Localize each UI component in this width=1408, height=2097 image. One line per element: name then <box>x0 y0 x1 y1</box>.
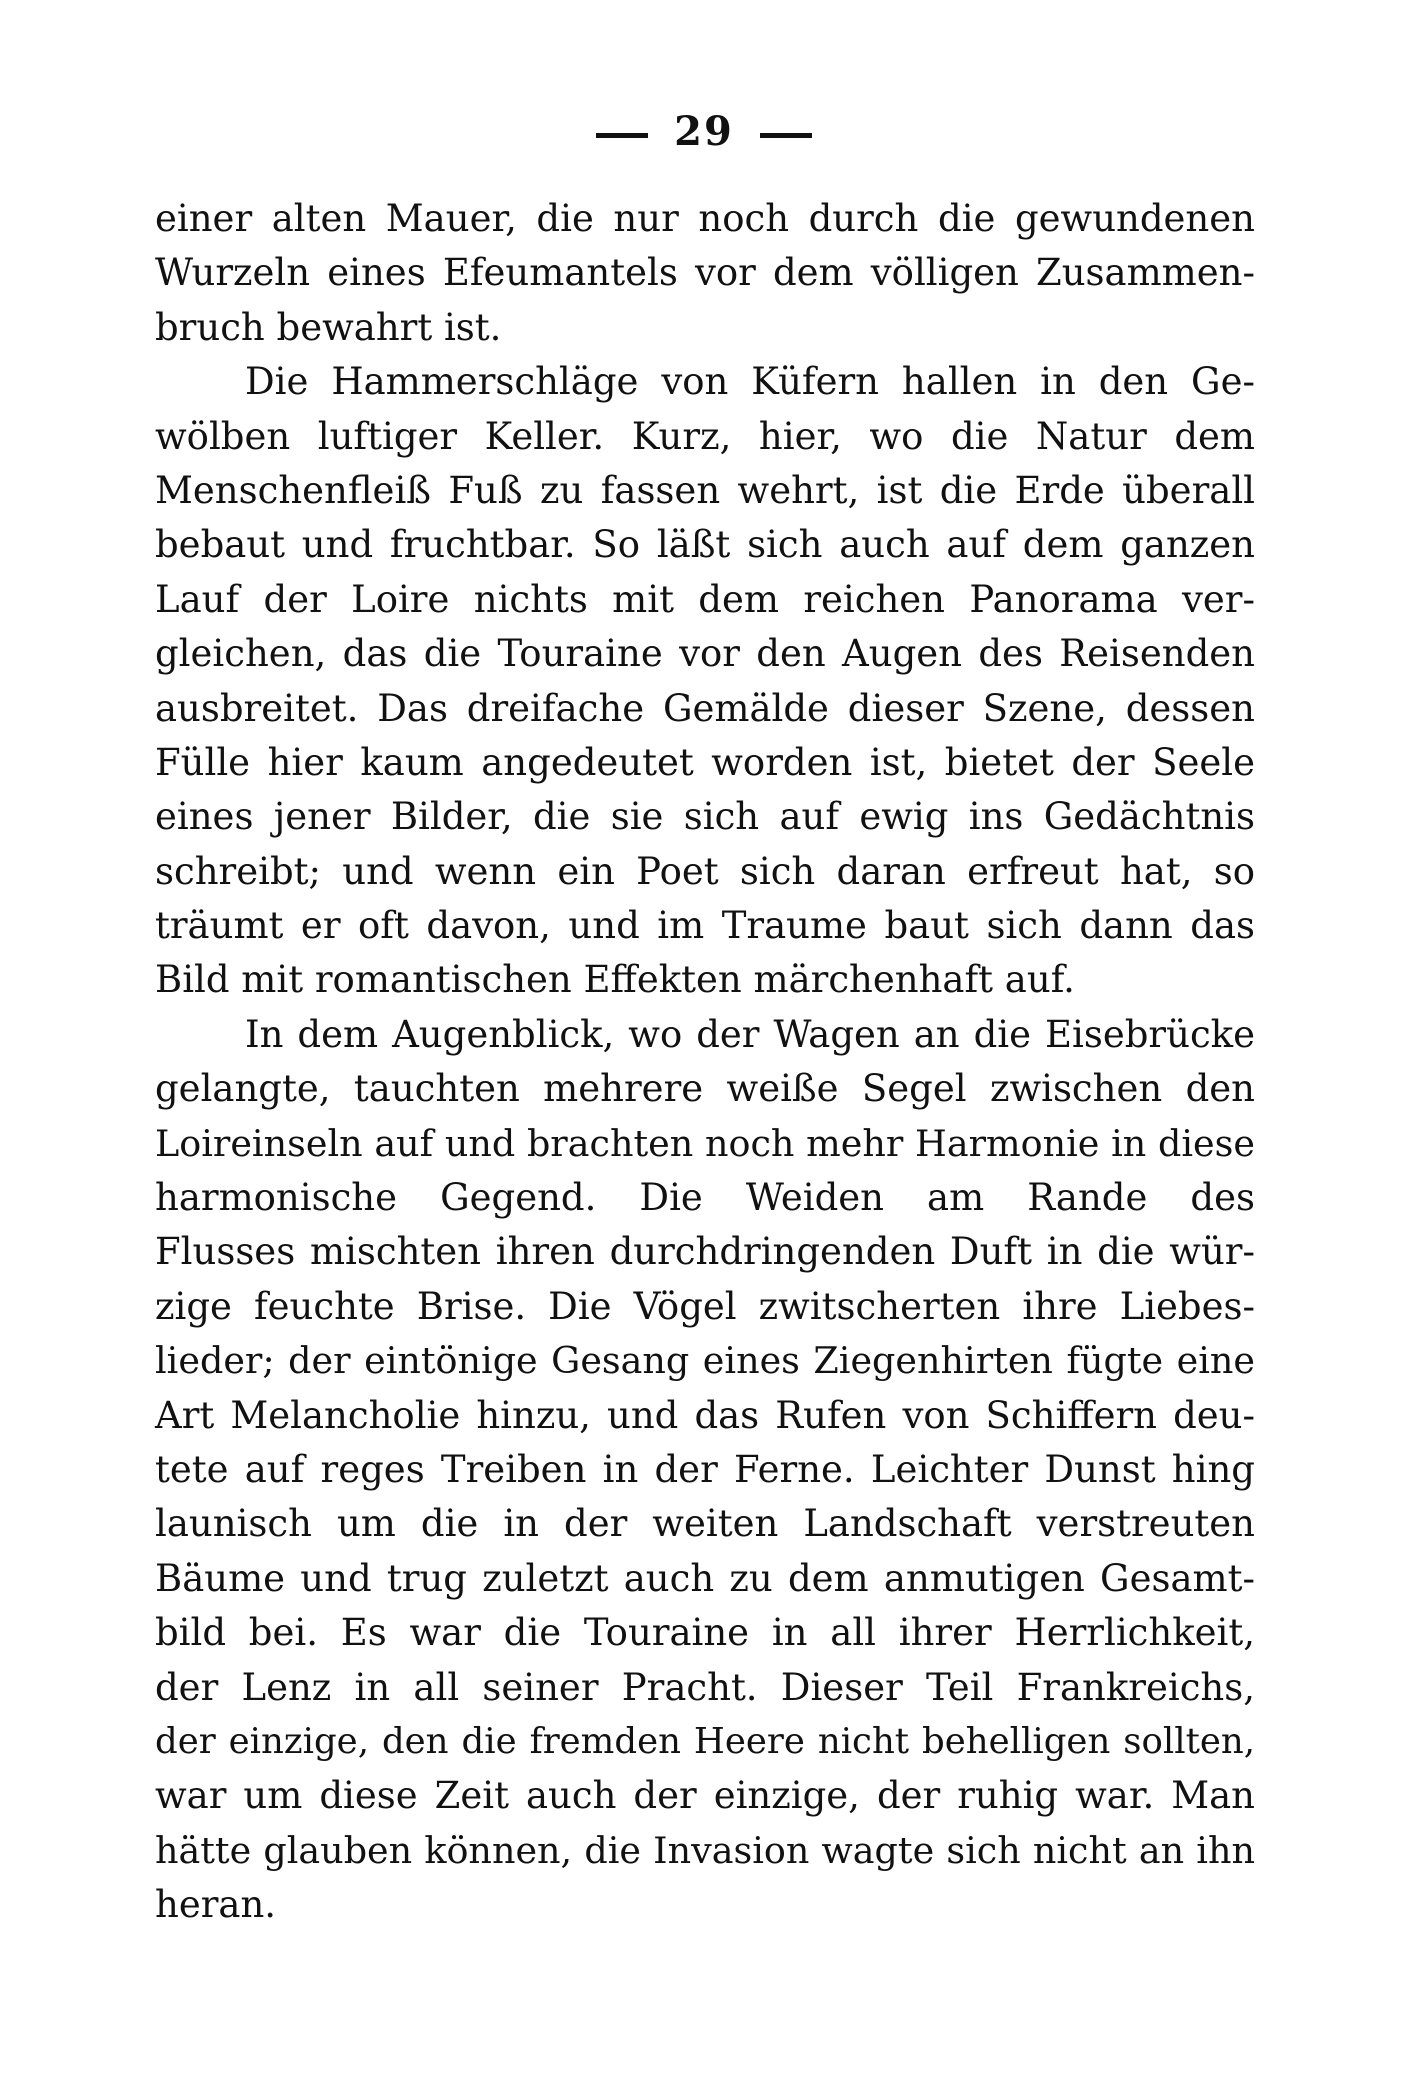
text-line: lieder; der eintönige Gesang eines Ziegenhirten fügte eine <box>155 1339 1255 1383</box>
text-line: wölben luftiger Keller. Kurz, hier, wo die Natur dem <box>155 414 1255 458</box>
text-line: harmonische Gegend. Die Weiden am Rande des <box>155 1176 1255 1220</box>
text-line: schreibt; und wenn ein Poet sich daran erfreut hat, so <box>155 849 1255 893</box>
text-line: Lauf der Loire nichts mit dem reichen Panorama ver- <box>155 577 1255 621</box>
text-line: war um diese Zeit auch der einzige, der ruhig war. Man <box>155 1774 1255 1818</box>
text-line: der Lenz in all seiner Pracht. Dieser Teil Frankreichs, <box>155 1665 1255 1709</box>
text-line: Die Hammerschläge von Küfern hallen in den Ge- <box>245 360 1255 404</box>
body-text <box>155 192 1255 1933</box>
text-line: ausbreitet. Das dreifache Gemälde dieser Szene, dessen <box>155 686 1255 730</box>
text-line: Fülle hier kaum angedeutet worden ist, bietet der Seele <box>155 740 1255 784</box>
page-header <box>0 108 1408 155</box>
text-line: Wurzeln eines Efeumantels vor dem völligen Zusammen- <box>155 251 1255 295</box>
text-line: Menschenfleiß Fuß zu fassen wehrt, ist die Erde überall <box>155 468 1255 512</box>
text-line: In dem Augenblick, wo der Wagen an die Eisebrücke <box>245 1012 1255 1056</box>
text-line: Flusses mischten ihren durchdringenden Duft in die wür- <box>155 1230 1255 1274</box>
header-dash-left <box>596 133 648 138</box>
text-line: Art Melancholie hinzu, und das Rufen von Schiffern deu- <box>155 1393 1255 1437</box>
text-line: zige feuchte Brise. Die Vögel zwitscherten ihre Liebes- <box>155 1284 1255 1328</box>
text-line: gelangte, tauchten mehrere weiße Segel zwischen den <box>155 1067 1255 1111</box>
text-line: hätte glauben können, die Invasion wagte sich nicht an ihn <box>155 1828 1255 1872</box>
header-dash-right <box>760 133 812 138</box>
text-line: Bild mit romantischen Effekten märchenhaft auf. <box>155 958 1075 1002</box>
text-line: bebaut und fruchtbar. So läßt sich auch auf dem ganzen <box>155 523 1255 567</box>
text-line: der einzige, den die fremden Heere nicht behelligen sollten, <box>155 1720 1255 1762</box>
text-line: träumt er oft davon, und im Traume baut sich dann das <box>155 904 1255 948</box>
text-line: tete auf reges Treiben in der Ferne. Leichter Dunst hing <box>155 1447 1255 1491</box>
page-number: 29 <box>674 108 734 155</box>
text-line: heran. <box>155 1883 277 1927</box>
text-line: Loireinseln auf und brachten noch mehr Harmonie in diese <box>155 1121 1255 1165</box>
text-line: Bäume und trug zuletzt auch zu dem anmutigen Gesamt- <box>155 1556 1255 1600</box>
text-line: eines jener Bilder, die sie sich auf ewig ins Gedächtnis <box>155 795 1255 839</box>
text-line: gleichen, das die Touraine vor den Augen des Reisenden <box>155 632 1255 676</box>
text-line: launisch um die in der weiten Landschaft verstreuten <box>155 1502 1255 1546</box>
text-line: bruch bewahrt ist. <box>155 305 502 349</box>
text-line: einer alten Mauer, die nur noch durch die gewundenen <box>155 197 1255 240</box>
text-line: bild bei. Es war die Touraine in all ihrer Herrlichkeit, <box>155 1611 1255 1655</box>
